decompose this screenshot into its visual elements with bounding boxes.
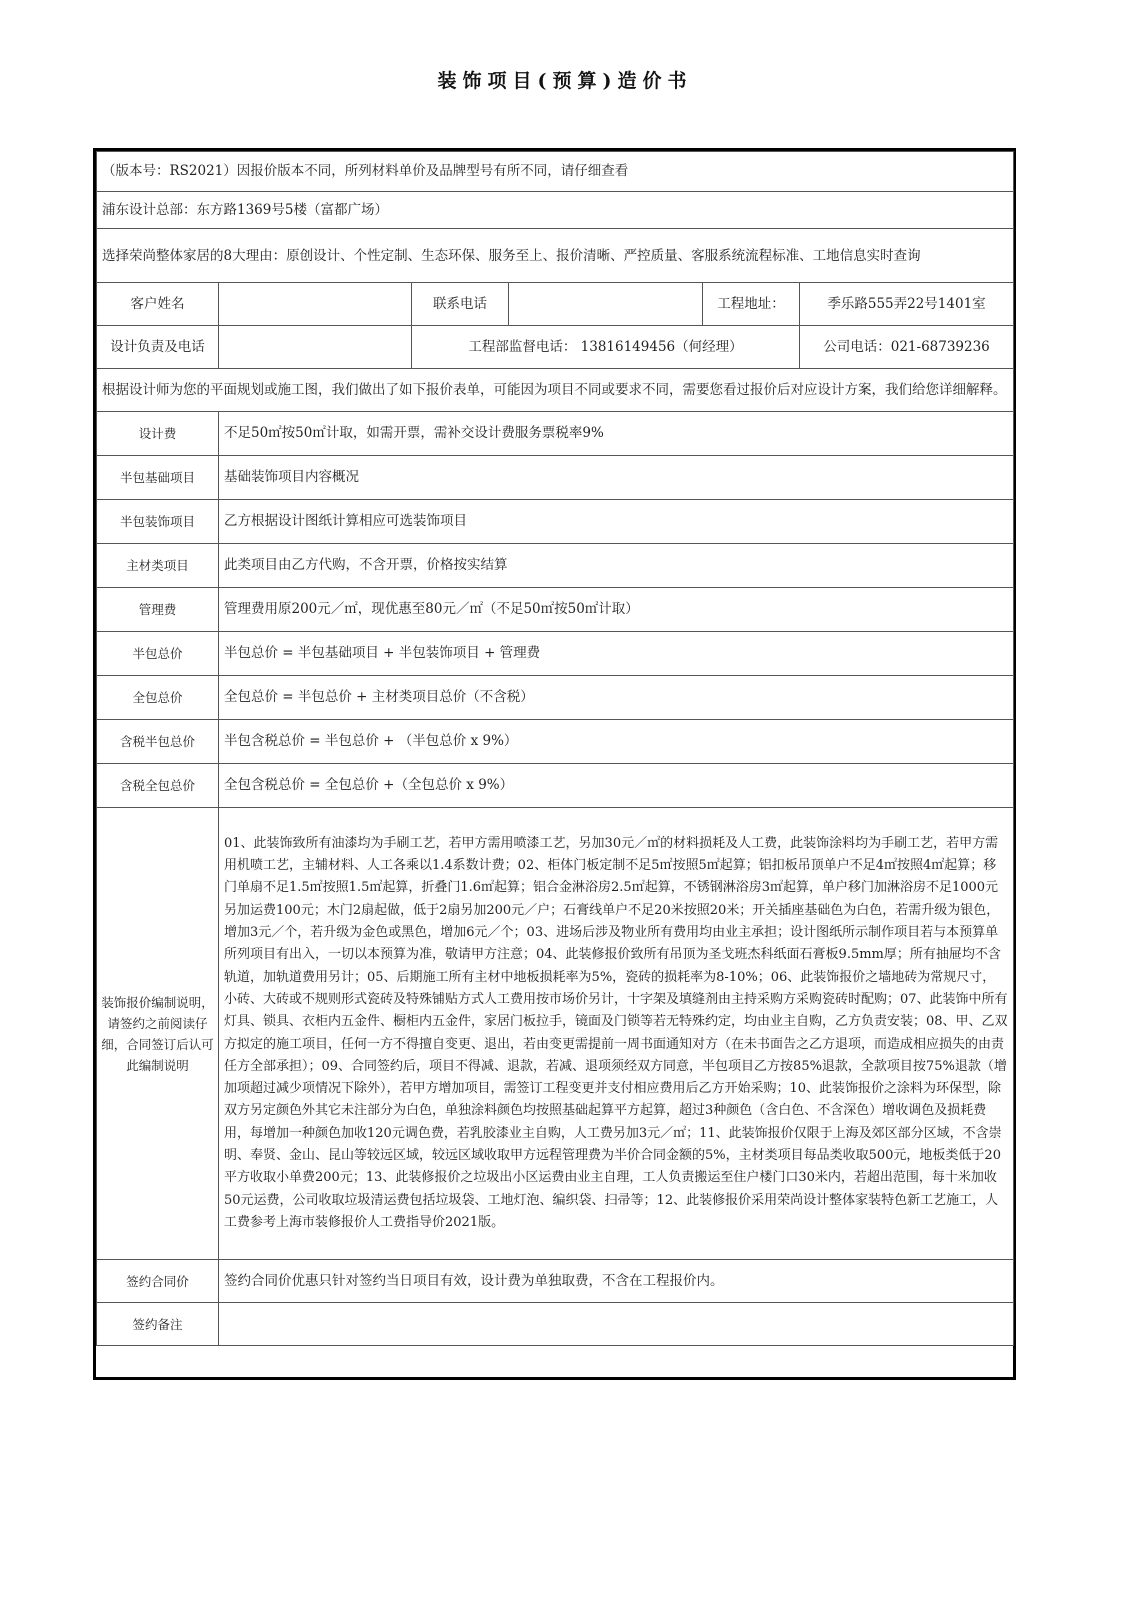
- row-value: 此类项目由乙方代购，不含开票，价格按实结算: [219, 544, 1014, 588]
- customer-name-value: [219, 283, 412, 326]
- row-label: 管理费: [97, 588, 219, 632]
- row-value: 基础装饰项目内容概况: [219, 456, 1014, 500]
- page-title: 装饰项目(预算)造价书: [437, 70, 693, 92]
- project-address-label: 工程地址：: [703, 283, 800, 326]
- reasons-line: 选择荣尚整体家居的8大理由：原创设计、个性定制、生态环保、服务至上、报价清晰、严控质量、客服系统流程标准、工地信息实时查询: [97, 229, 1014, 283]
- row-label: 半包基础项目: [97, 456, 219, 500]
- remarks-value: [219, 1303, 1014, 1346]
- quotation-sheet: [93, 148, 1016, 1380]
- row-value: 半包含税总价 = 半包总价 + （半包总价 x 9%）: [219, 720, 1014, 764]
- phone-label: 联系电话: [412, 283, 509, 326]
- remarks-label: 签约备注: [97, 1303, 219, 1346]
- row-label: 主材类项目: [97, 544, 219, 588]
- intro-text: 根据设计师为您的平面规划或施工图，我们做出了如下报价表单，可能因为项目不同或要求不同，需要您看过报价后对应设计方案，我们给您详细解释。: [97, 369, 1014, 412]
- row-label: 含税半包总价: [97, 720, 219, 764]
- row-value: 乙方根据设计图纸计算相应可选装饰项目: [219, 500, 1014, 544]
- phone-value: [509, 283, 703, 326]
- row-value: 全包总价 = 半包总价 + 主材类项目总价（不含税）: [219, 676, 1014, 720]
- address-line: 浦东设计总部：东方路1369号5楼（富都广场）: [97, 192, 1014, 229]
- supervisor-phone: 工程部监督电话： 13816149456（何经理）: [412, 326, 800, 369]
- row-label: 半包装饰项目: [97, 500, 219, 544]
- designer-value: [219, 326, 412, 369]
- project-address-value: 季乐路555弄22号1401室: [800, 283, 1014, 326]
- designer-label: 设计负责及电话: [97, 326, 219, 369]
- row-label: 半包总价: [97, 632, 219, 676]
- contract-value: 签约合同价优惠只针对签约当日项目有效，设计费为单独取费，不含在工程报价内。: [219, 1260, 1014, 1303]
- row-label: 设计费: [97, 412, 219, 456]
- notes-text: 01、此装饰致所有油漆均为手刷工艺，若甲方需用喷漆工艺，另加30元／㎡的材料损耗及人工费，此装饰涂料均为手刷工艺，若甲方需用机喷工艺，主辅材料、人工各乘以1.4系数计费；02、柜体门板定制不足5㎡按照5㎡起算；铝扣板吊顶单户不足4㎡按照4㎡起算；移门单扇不足1.5㎡按照1.5㎡起算，折叠门1.6㎡起算；铝合金淋浴房2.5㎡起算，不锈钢淋浴房3㎡起算，单户移门加淋浴房不足1000元另加运费100元；木门2扇起做，低于2扇另加200元／户；石膏线单户不足20米按照20米；开关插座基础色为白色，若需升级为银色，增加3元／个，若升级为金色或黑色，增加6元／个；03、进场后涉及物业所有费用均由业主承担；设计图纸所示制作项目若与本预算单所列项目有出入，一切以本预算为准，敬请甲方注意；04、此装修报价致所有吊顶为圣戈班杰科纸面石膏板9.5mm厚；所有抽屉均不含轨道，加轨道费用另计；05、后期施工所有主材中地板损耗率为5%，瓷砖的损耗率为8-10%；06、此装饰报价之墙地砖为常规尺寸，小砖、大砖或不规则形式瓷砖及特殊铺贴方式人工费用按市场价另计，十字架及填缝剂由主持采购方采购瓷砖时配购；07、此装饰中所有灯具、锁具、衣柜内五金件、橱柜内五金件，家居门板拉手，镜面及门锁等若无特殊约定，均由业主自购，乙方负责安装；08、甲、乙双方拟定的施工项目，任何一方不得擅自变更、退出，若由变更需提前一周书面通知对方（在未书面告之乙方退项，而造成相应损失的由责任方全部承担）；09、合同签约后，项目不得减、退款，若减、退项须经双方同意，半包项目乙方按85%退款，全款项目按75%退款（增加项超过减少项情况下除外），若甲方增加项目，需签订工程变更并支付相应费用后乙方开始采购；10、此装饰报价之涂料为环保型，除双方另定颜色外其它未注部分为白色，单独涂料颜色均按照基础起算平方起算，超过3种颜色（含白色、不含深色）增收调色及损耗费用，每增加一种颜色加收120元调色费，若乳胶漆业主自购，人工费另加3元／㎡；11、此装饰报价仅限于上海及郊区部分区域，不含崇明、奉贤、金山、昆山等较远区域，较远区域收取甲方远程管理费为半价合同金额的5%，主材类项目每品类收取500元，地板类低于20平方收取小单费200元；13、此装修报价之垃圾出小区运费由业主自理，工人负责搬运至住户楼门口30米内，若超出范围，每十米加收50元运费，公司收取垃圾清运费包括垃圾袋、工地灯泡、编织袋、扫帚等；12、此装修报价采用荣尚设计整体家装特色新工艺施工，人工费参考上海市装修报价人工费指导价2021版。: [219, 808, 1014, 1260]
- row-label: 全包总价: [97, 676, 219, 720]
- row-value: 管理费用原200元／㎡，现优惠至80元／㎡（不足50㎡按50㎡计取）: [219, 588, 1014, 632]
- contract-label: 签约合同价: [97, 1260, 219, 1303]
- row-label: 含税全包总价: [97, 764, 219, 808]
- row-value: 不足50㎡按50㎡计取，如需开票，需补交设计费服务票税率9%: [219, 412, 1014, 456]
- company-phone: 公司电话：021-68739236: [800, 326, 1014, 369]
- version-note: （版本号：RS2021）因报价版本不同，所列材料单价及品牌型号有所不同，请仔细查看: [97, 152, 1014, 192]
- row-value: 全包含税总价 = 全包总价 +（全包总价 x 9%）: [219, 764, 1014, 808]
- row-value: 半包总价 = 半包基础项目 + 半包装饰项目 + 管理费: [219, 632, 1014, 676]
- notes-label: 装饰报价编制说明，请签约之前阅读仔细，合同签订后认可此编制说明: [97, 808, 219, 1260]
- customer-name-label: 客户姓名: [97, 283, 219, 326]
- quotation-table: [96, 151, 1014, 1346]
